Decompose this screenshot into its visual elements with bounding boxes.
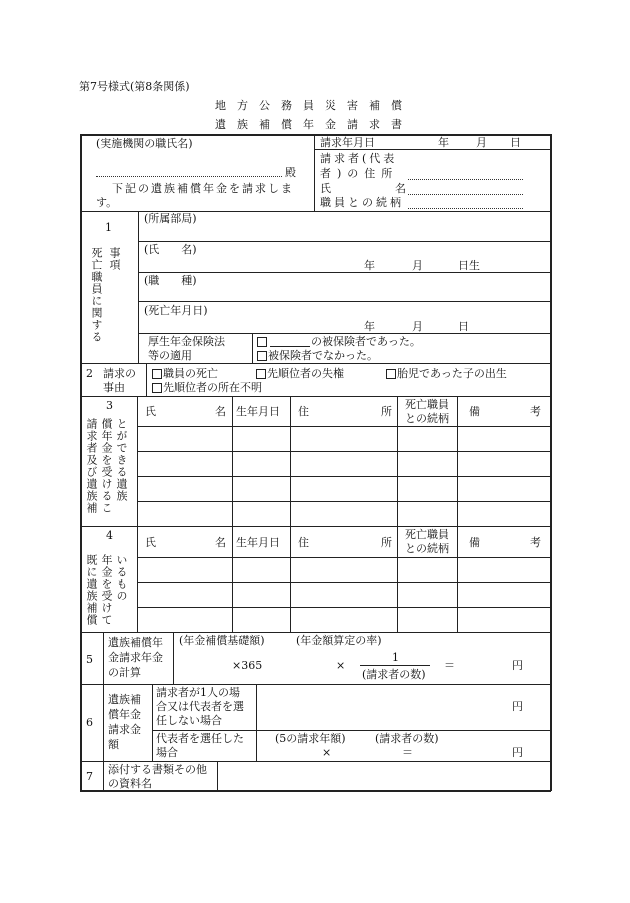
sec2-label-line1: 請求の [103,367,136,380]
sec4-header-address-1: 住 [298,536,309,549]
sec6-case1-line3: 任しない場合 [156,714,222,727]
reason-missing-text: 先順位者の所在不明 [163,381,262,394]
sec4-header-remarks-1: 備 [469,536,480,549]
sec4-header-relation-1: 死亡職員 [405,528,449,541]
address-label-line2: 者)の住所 [320,167,399,180]
reason-death-checkbox[interactable] [152,369,162,379]
reason-loss-checkbox[interactable] [256,369,266,379]
sec4-header-address-2: 所 [381,536,392,549]
fraction-bar [360,665,430,666]
sec4-table-row[interactable] [138,558,550,582]
fraction-denominator: (請求者の数) [362,668,426,681]
dono-label: 殿 [285,166,296,179]
relation-label: 職員との続柄 [320,196,404,209]
form-title-line1: 地方公務員災害補償 [215,99,413,112]
pension-law-label-line2: 等の適用 [148,349,192,362]
birth-year-label: 年 [364,259,375,272]
sec3-header-relation-2: との続柄 [405,412,449,425]
request-year-label: 年 [438,136,449,149]
request-text-line2: す。 [96,196,118,209]
sec5-label-line2: 金請求年金 [108,651,163,664]
sec6-case2-yen: 円 [512,746,523,759]
agency-name-field[interactable] [96,176,282,177]
request-text-line1: 下記の遺族補償年金を請求しま [112,182,294,195]
sec3-title-col1: 請求者及び遺族補 [85,418,98,514]
sec5-yen: 円 [512,659,523,672]
sec4-header-name-2: 名 [215,536,226,549]
pension-law-label-line1: 厚生年金保険法 [148,335,225,348]
deceased-name-label: (氏 名) [144,243,197,256]
address-field[interactable] [408,179,523,180]
sec7-number: 7 [86,770,93,783]
sec4-header-remarks-2: 考 [530,536,541,549]
reason-birth-text: 胎児であった子の出生 [397,367,507,380]
sec4-table-row[interactable] [138,608,550,632]
sec6-case1-line2: 合又は代表者を選 [156,700,244,713]
sec2-label-line2: 事由 [103,381,125,394]
reason-missing-checkbox[interactable] [152,383,162,393]
sec6-number: 6 [86,716,93,729]
sec3-table-row[interactable] [138,427,550,451]
sec6-label-line1: 遺族補 [108,693,141,706]
sec4-title-col2: 年金を受けて [100,554,113,626]
sec1-title-col2: 事項 [108,247,121,271]
pension-insured-text: の被保険者であった。 [311,335,421,348]
sec5-label-line3: の計算 [108,666,141,679]
sec3-header-address-2: 所 [381,405,392,418]
sec4-number: 4 [106,529,113,542]
birth-suffix-label: 生 [469,259,480,272]
sec4-table-row[interactable] [138,583,550,607]
attachments-field[interactable] [218,762,550,790]
sec6-label-line4: 額 [108,738,119,751]
sec6-annual-label: (5の請求年額) [275,732,346,745]
job-label: (職 種) [144,274,197,287]
sec6-case1-yen: 円 [512,700,523,713]
sec3-table-row[interactable] [138,477,550,501]
sec3-header-name-1: 氏 [145,405,156,418]
reason-loss-text: 先順位者の失権 [267,367,344,380]
death-day-label: 日 [458,320,469,333]
request-date-label: 請求年月日 [320,136,375,149]
sec6-case2-line2: 場合 [156,746,178,759]
sec1-title-col1: 死亡職員に関する [90,247,103,343]
relation-field[interactable] [408,208,523,209]
sec4-header-birthdate: 生年月日 [236,536,280,549]
request-month-label: 月 [476,136,487,149]
sec6-case2-line1: 代表者を選任した [156,732,244,745]
sec7-label-line1: 添付する書類その他 [108,763,207,776]
sec7-label-line2: の資料名 [108,777,152,790]
sec5-label-line1: 遺族補償年 [108,636,163,649]
address-label-line1: 請求者(代表 [320,152,398,165]
sec5-times: × [336,659,346,672]
death-date-label: (死亡年月日) [144,304,208,317]
sec3-header-address-1: 住 [298,405,309,418]
sec3-number: 3 [106,399,113,412]
base-amount-label: (年金補償基礎額) [179,634,265,647]
sec4-title-col3: いるもの [115,554,128,602]
sec3-header-name-2: 名 [215,405,226,418]
sec3-header-birthdate: 生年月日 [236,405,280,418]
sec3-table-row[interactable] [138,502,550,526]
reason-birth-checkbox[interactable] [386,369,396,379]
sec2-number: 2 [86,367,93,380]
name-label: 氏 [320,182,331,195]
sec3-title-col3: とができる遺族 [115,418,128,502]
request-day-label: 日 [510,136,521,149]
reason-death-text: 職員の死亡 [163,367,218,380]
death-year-label: 年 [364,320,375,333]
pension-insured-checkbox[interactable] [257,337,267,347]
sec1-number: 1 [105,221,112,234]
sec4-header-relation-2: との続柄 [405,542,449,555]
birth-day-label: 日 [458,259,469,272]
sec3-title-col2: 償年金を受けるこ [100,418,113,514]
sec4-header-name-1: 氏 [145,536,156,549]
sec3-header-relation-1: 死亡職員 [405,398,449,411]
agency-label: (実施機関の職氏名) [96,137,193,150]
name-label2: 名 [395,182,406,195]
name-field[interactable] [408,194,523,195]
pension-not-insured-checkbox[interactable] [257,351,267,361]
pension-insured-blank[interactable] [270,346,310,347]
fraction-numerator: 1 [392,651,399,664]
birth-month-label: 月 [412,259,423,272]
pension-not-insured-text: 被保険者でなかった。 [268,349,378,362]
sec6-times: × [322,746,332,759]
x365-label: ×365 [232,659,263,672]
sec6-label-line3: 請求金 [108,723,141,736]
dept-label: (所属部局) [144,212,197,225]
sec5-equals: ＝ [444,659,455,672]
form-title-line2: 遺族補償年金請求書 [215,118,413,131]
form-number: 第7号様式(第8条関係) [79,80,190,93]
sec3-header-remarks-2: 考 [530,405,541,418]
sec6-label-line2: 償年金 [108,708,141,721]
sec6-case1-line1: 請求者が1人の場 [156,686,240,699]
sec3-header-remarks-1: 備 [469,405,480,418]
sec3-table-row[interactable] [138,452,550,476]
sec6-count-label: (請求者の数) [375,732,439,745]
rate-label: (年金額算定の率) [296,634,382,647]
death-month-label: 月 [412,320,423,333]
sec4-title-col1: 既に遺族補償 [85,554,98,626]
sec6-equals: ＝ [402,746,413,759]
sec5-number: 5 [86,653,93,666]
